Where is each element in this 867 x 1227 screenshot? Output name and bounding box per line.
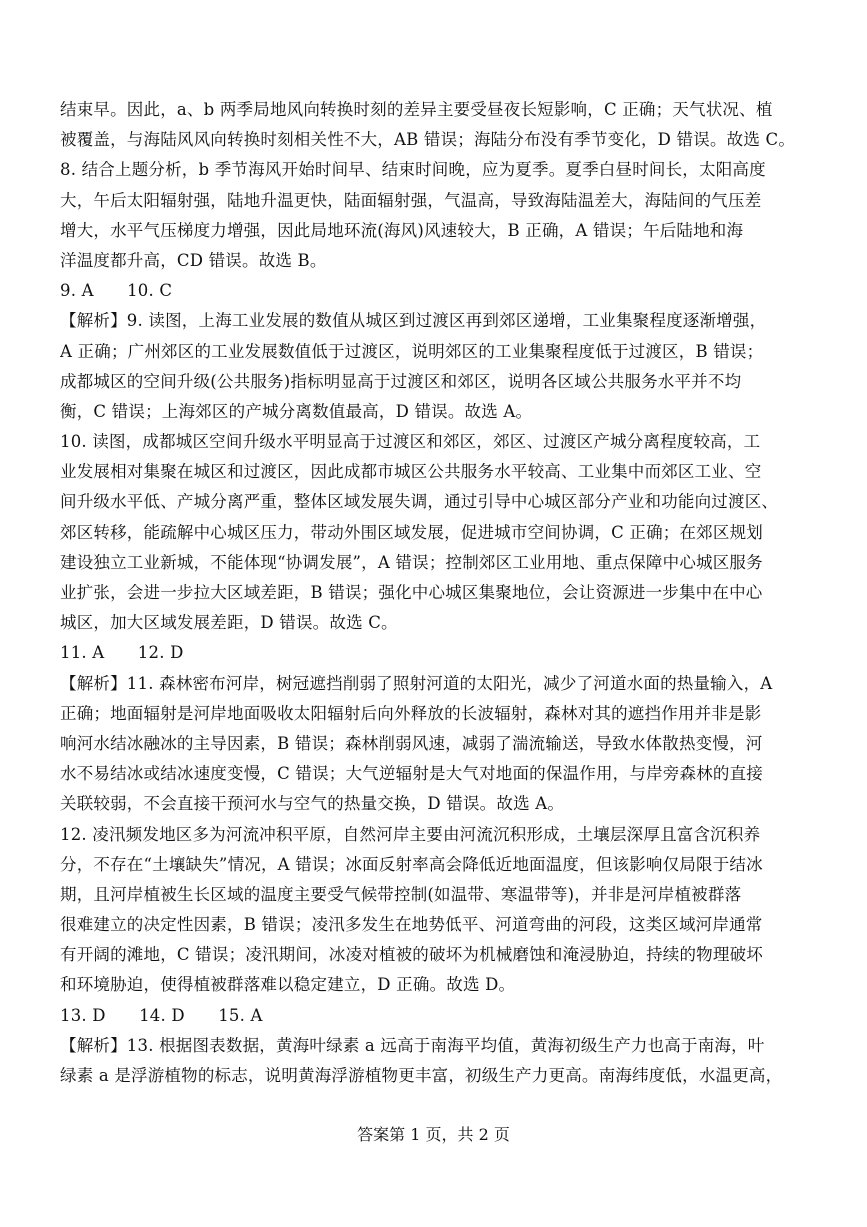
text-line: 结束早。因此，a、b 两季局地风向转换时刻的差异主要受昼夜长短影响，C 正确；天气状况、植 bbox=[60, 100, 773, 119]
text-line: 郊区转移，能疏解中心城区压力，带动外围区域发展，促进城市空间协调，C 正确；在郊区规划 bbox=[60, 522, 763, 542]
text-line: 间升级水平低、产城分离严重，整体区域发展失调，通过引导中心城区部分产业和功能向过渡区、 bbox=[60, 492, 779, 512]
text-line: 【解析】11. 森林密布河岸，树冠遮挡削弱了照射河道的太阳光，减少了河道水面的热量输入，A bbox=[60, 673, 773, 693]
text-line: 城区，加大区域发展差距，D 错误。故选 C。 bbox=[60, 613, 398, 633]
answer-key-line: 9. A 10. C bbox=[60, 281, 173, 301]
text-line: 关联较弱，不会直接干预河水与空气的热量交换，D 错误。故选 A。 bbox=[60, 794, 565, 814]
document-body bbox=[60, 95, 800, 1091]
text-line: 期，且河岸植被生长区域的温度主要受气候带控制(如温带、寒温带等)，并非是河岸植被群落 bbox=[60, 884, 742, 904]
text-line: 增大，水平气压梯度力增强，因此局地环流(海风)风速较大，B 正确，A 错误；午后陆地和海 bbox=[60, 220, 744, 240]
text-line: 业发展相对集聚在城区和过渡区，因此成都市城区公共服务水平较高、工业集中而郊区工业、空 bbox=[60, 462, 762, 482]
text-line: 【解析】9. 读图，上海工业发展的数值从城区到过渡区再到郊区递增，工业集聚程度逐渐增强， bbox=[60, 311, 767, 331]
text-line: 12. 凌汛频发地区多为河流冲积平原，自然河岸主要由河流沉积形成，土壤层深厚且富含沉积养 bbox=[60, 824, 761, 844]
text-line: 大，午后太阳辐射强，陆地升温更快，陆面辐射强，气温高，导致海陆温差大，海陆间的气压差 bbox=[60, 190, 762, 210]
text-line: 10. 读图，成都城区空间升级水平明显高于过渡区和郊区，郊区、过渡区产城分离程度较高，工 bbox=[60, 432, 761, 452]
text-line: A 正确；广州郊区的工业发展数值低于过渡区，说明郊区的工业集聚程度低于过渡区，B 错误； bbox=[60, 341, 764, 361]
text-line: 被覆盖，与海陆风风向转换时刻相关性不大，AB 错误；海陆分布没有季节变化，D 错误。故选 C。 bbox=[60, 130, 796, 150]
text-line: 绿素 a 是浮游植物的标志，说明黄海浮游植物更丰富，初级生产力更高。南海纬度低，水温更高， bbox=[60, 1066, 783, 1085]
text-line: 成都城区的空间升级(公共服务)指标明显高于过渡区和郊区，说明各区域公共服务水平并不均 bbox=[60, 371, 742, 391]
text-line: 水不易结冰或结冰速度变慢，C 错误；大气逆辐射是大气对地面的保温作用，与岸旁森林的直接 bbox=[60, 764, 763, 784]
text-line: 正确；地面辐射是河岸地面吸收太阳辐射后向外释放的长波辐射，森林对其的遮挡作用并非是影 bbox=[60, 703, 762, 723]
text-line: 分，不存在“土壤缺失”情况，A 错误；冰面反射率高会降低近地面温度，但该影响仅局限于结冰 bbox=[60, 854, 763, 874]
page-footer: 答案第 1 页，共 2 页 bbox=[357, 1125, 510, 1144]
text-line: 很难建立的决定性因素，B 错误；凌汛多发生在地势低平、河道弯曲的河段，这类区域河岸通常 bbox=[60, 915, 763, 935]
text-line: 建设独立工业新城，不能体现“协调发展”，A 错误；控制郊区工业用地、重点保障中心城区服务 bbox=[60, 552, 763, 572]
text-line: 有开阔的滩地，C 错误；凌汛期间，冰凌对植被的破坏为机械磨蚀和淹浸胁迫，持续的物理破坏 bbox=[60, 945, 763, 965]
answer-key-line: 11. A 12. D bbox=[60, 643, 184, 663]
text-line: 衡，C 错误；上海郊区的产城分离数值最高，D 错误。故选 A。 bbox=[60, 401, 533, 421]
text-line: 和环境胁迫，使得植被群落难以稳定建立，D 正确。故选 D。 bbox=[60, 975, 516, 995]
text-line: 8. 结合上题分析，b 季节海风开始时间早、结束时间晚，应为夏季。夏季白昼时间长，太阳高度 bbox=[60, 160, 766, 180]
text-line: 业扩张，会进一步拉大区域差距，B 错误；强化中心城区集聚地位，会让资源进一步集中在中心 bbox=[60, 583, 763, 602]
text-line: 洋温度都升高，CD 错误。故选 B。 bbox=[60, 250, 327, 270]
text-line: 【解析】13. 根据图表数据，黄海叶绿素 a 远高于南海平均值，黄海初级生产力也高于南海，叶 bbox=[60, 1035, 765, 1055]
text-line: 响河水结冰融冰的主导因素，B 错误；森林削弱风速，减弱了湍流输送，导致水体散热变慢，河 bbox=[60, 733, 763, 753]
answer-key-line: 13. D 14. D 15. A bbox=[60, 1005, 263, 1025]
